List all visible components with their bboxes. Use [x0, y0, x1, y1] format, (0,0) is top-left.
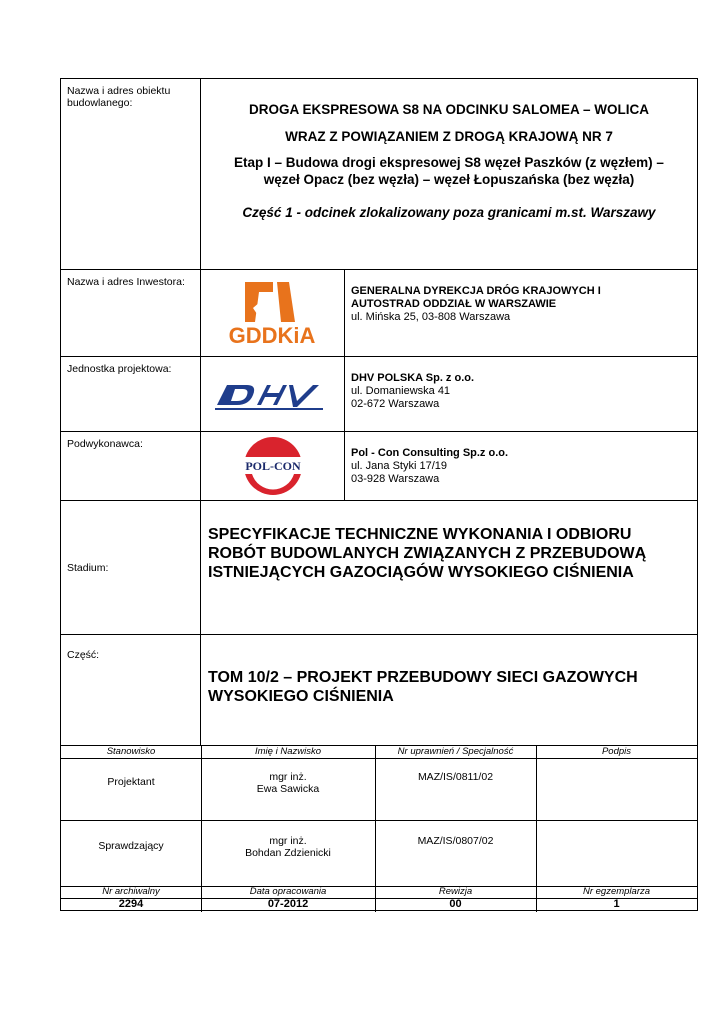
subcontractor-row [61, 432, 697, 501]
signature-role: Sprawdzający [98, 840, 164, 852]
object-line-1: DROGA EKSPRESOWA S8 NA ODCINKU SALOMEA – WOLICA [248, 102, 650, 117]
signature-title: mgr inż. [269, 771, 307, 783]
polcon-logo-text: POL-CON [245, 459, 301, 473]
investor-details [351, 285, 697, 356]
footer-values-row [61, 899, 697, 912]
stage-label: Stadium: [61, 501, 201, 634]
stage-row [61, 501, 697, 635]
investor-name-2: AUTOSTRAD ODDZIAŁ W WARSZAWIE [351, 298, 557, 310]
signature-title: mgr inż. [269, 835, 307, 847]
investor-divider [344, 270, 345, 356]
copy-number: 1 [613, 898, 620, 910]
title-sheet [60, 78, 698, 911]
designer-city: 02-672 Warszawa [351, 398, 440, 410]
signature-row-checker [61, 821, 697, 887]
header-position: Stanowisko [106, 746, 156, 757]
investor-row [61, 270, 697, 357]
object-line-3b: węzeł Opacz (bez węzła) – węzeł Łopuszańska (bez węzła) [263, 172, 635, 187]
subcontractor-name: Pol - Con Consulting Sp.z o.o. [351, 447, 509, 459]
object-line-2: WRAZ Z POWIĄZANIEM Z DROGĄ KRAJOWĄ NR 7 [285, 129, 613, 144]
footer-header-revision: Rewizja [438, 886, 473, 897]
object-content [201, 79, 697, 269]
header-name: Imię i Nazwisko [255, 746, 321, 757]
header-license: Nr uprawnień / Specjalność [397, 746, 514, 757]
object-row [61, 79, 697, 270]
signatures-header-row [61, 746, 697, 759]
gddkia-logo-icon [215, 278, 330, 350]
dhv-logo-icon [213, 375, 331, 415]
header-signature: Podpis [601, 746, 632, 757]
gddkia-logo-cell [201, 270, 344, 356]
subcontractor-city: 03-928 Warszawa [351, 473, 440, 485]
part-line-1: TOM 10/2 – PROJEKT PRZEBUDOWY SIECI GAZOWYCH [208, 669, 638, 686]
archive-number: 2294 [118, 898, 144, 910]
part-line-2: WYSOKIEGO CIŚNIENIA [208, 688, 394, 705]
investor-name-1: GENERALNA DYREKCJA DRÓG KRAJOWYCH I [351, 285, 601, 297]
part-row [61, 635, 697, 746]
subcontractor-details [351, 447, 697, 500]
signature-license: MAZ/IS/0807/02 [417, 835, 494, 847]
signature-person [201, 835, 375, 859]
designer-divider [344, 357, 345, 431]
signature-field[interactable] [536, 821, 697, 886]
investor-address: ul. Mińska 25, 03-808 Warszawa [351, 311, 511, 323]
signature-name: Bohdan Zdzienicki [245, 847, 331, 859]
signature-role: Projektant [107, 776, 155, 788]
subcontractor-street: ul. Jana Styki 17/19 [351, 460, 448, 472]
signature-person [201, 771, 375, 795]
designer-label: Jednostka projektowa: [61, 357, 201, 431]
polcon-logo-icon [232, 435, 314, 497]
preparation-date: 07-2012 [267, 898, 309, 910]
dhv-logo-cell [201, 357, 344, 431]
stage-line-1: SPECYFIKACJE TECHNICZNE WYKONANIA I ODBIORU [208, 526, 632, 543]
sig-divider-2 [375, 759, 376, 820]
object-line-3a: Etap I – Budowa drogi ekspresowej S8 węzeł Paszków (z węzłem) – [234, 155, 664, 170]
subcontractor-label: Podwykonawca: [61, 432, 201, 500]
signature-field[interactable] [536, 759, 697, 820]
subcontractor-divider [344, 432, 345, 500]
polcon-logo-cell [201, 432, 344, 500]
footer-header-copy: Nr egzemplarza [582, 886, 651, 897]
designer-details [351, 372, 697, 431]
designer-street: ul. Domaniewska 41 [351, 385, 451, 397]
footer-header-archive: Nr archiwalny [102, 886, 160, 897]
sig-divider-2 [375, 821, 376, 886]
part-content [201, 668, 697, 745]
investor-label: Nazwa i adres Inwestora: [61, 270, 201, 356]
stage-content [201, 525, 697, 634]
designer-name: DHV POLSKA Sp. z o.o. [351, 372, 475, 384]
object-line-4: Część 1 - odcinek zlokalizowany poza granicami m.st. Warszawy [242, 205, 656, 220]
gddkia-logo-text: GDDKiA [228, 323, 316, 348]
designer-row [61, 357, 697, 432]
revision-number: 00 [449, 898, 462, 910]
signature-license: MAZ/IS/0811/02 [417, 771, 494, 783]
signature-name: Ewa Sawicka [256, 783, 320, 795]
object-label: Nazwa i adres obiektu budowlanego: [61, 79, 201, 269]
stage-line-3: ISTNIEJĄCYCH GAZOCIĄGÓW WYSOKIEGO CIŚNIENIA [208, 564, 634, 581]
footer-header-date: Data opracowania [249, 886, 327, 897]
part-label: Część: [61, 635, 201, 745]
signature-row-designer [61, 759, 697, 821]
stage-line-2: ROBÓT BUDOWLANYCH ZWIĄZANYCH Z PRZEBUDOWĄ [208, 545, 647, 562]
